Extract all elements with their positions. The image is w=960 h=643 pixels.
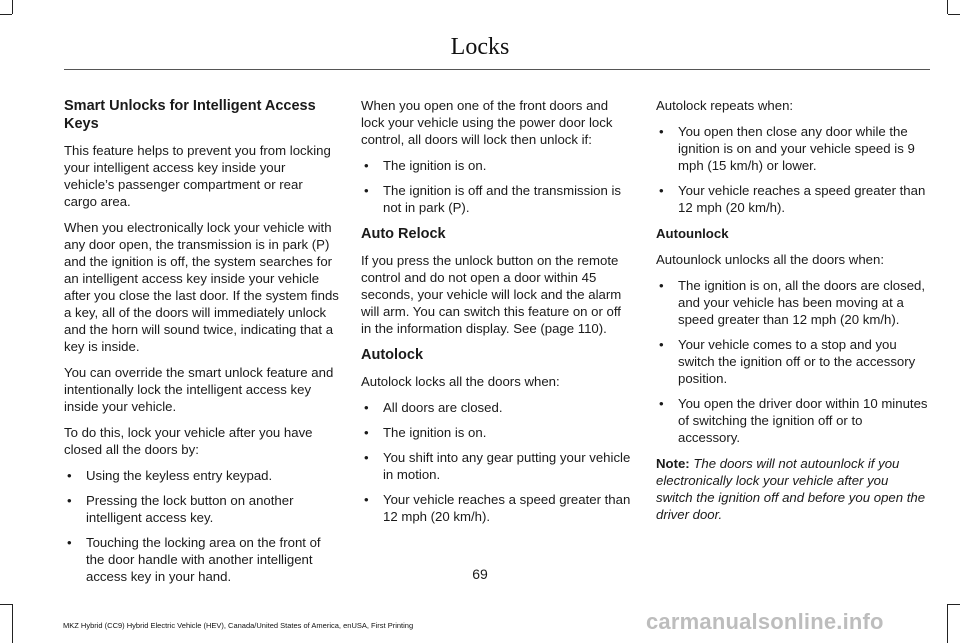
footer-edition-text: MKZ Hybrid (CC9) Hybrid Electric Vehicle (HEV), Canada/United States of America, enUSA, First Printing bbox=[63, 621, 414, 630]
crop-mark-top-left-h bbox=[0, 14, 12, 15]
paragraph: To do this, lock your vehicle after you have closed all the doors by: bbox=[64, 425, 313, 457]
list-item: • Your vehicle reaches a speed greater than 12 mph (20 km/h). bbox=[361, 491, 633, 525]
list-item: • Touching the locking area on the front of the door handle with another intelligent access key in your hand. bbox=[64, 534, 339, 585]
section-heading-autolock: Autolock bbox=[361, 347, 424, 363]
paragraph: Autounlock unlocks all the doors when: bbox=[656, 252, 884, 267]
bullet-list bbox=[361, 157, 633, 216]
page-title: Locks bbox=[450, 34, 510, 60]
crop-mark-top-left bbox=[12, 0, 13, 14]
list-item: • Pressing the lock button on another intelligent access key. bbox=[64, 492, 339, 526]
paragraph: You can override the smart unlock feature and intentionally lock the intelligent access key inside your vehicle. bbox=[64, 365, 334, 414]
list-item: • The ignition is on, all the doors are closed, and your vehicle has been moving at a speed greater than 12 mph (20 km/h). bbox=[656, 277, 928, 328]
section-heading-smart-unlocks: Smart Unlocks for Intelligent Access Keys bbox=[64, 98, 316, 132]
list-item: • Your vehicle comes to a stop and you switch the ignition off or to the accessory position. bbox=[656, 336, 928, 387]
paragraph: When you open one of the front doors and lock your vehicle using the power door lock control, all doors will lock then unlock if: bbox=[361, 98, 613, 147]
section-heading-autounlock: Autounlock bbox=[656, 226, 729, 241]
crop-mark-bottom-right bbox=[947, 604, 948, 643]
section-heading-auto-relock: Auto Relock bbox=[361, 226, 446, 242]
watermark: carmanualsonline.info bbox=[646, 609, 884, 634]
paragraph: If you press the unlock button on the remote control and do not open a door within 45 seconds, your vehicle will lock and the alarm will arm. You can switch this feature on or off in the information display. See (page 110). bbox=[361, 253, 622, 336]
bullet-list bbox=[656, 123, 928, 216]
list-item: • The ignition is on. bbox=[361, 424, 633, 441]
column-1 bbox=[64, 97, 339, 594]
crop-mark-top-right-h bbox=[948, 14, 960, 15]
column-3 bbox=[656, 97, 928, 532]
list-item: • The ignition is on. bbox=[361, 157, 633, 174]
bullet-list bbox=[656, 277, 928, 446]
column-2 bbox=[361, 97, 633, 534]
list-item: • All doors are closed. bbox=[361, 399, 633, 416]
list-item: • You open the driver door within 10 minutes of switching the ignition off or to accessory. bbox=[656, 395, 928, 446]
list-item: • You open then close any door while the ignition is on and your vehicle speed is 9 mph (15 km/h) or lower. bbox=[656, 123, 928, 174]
paragraph: Autolock locks all the doors when: bbox=[361, 374, 560, 389]
crop-mark-bottom-left bbox=[12, 604, 13, 643]
list-item: • Your vehicle reaches a speed greater than 12 mph (20 km/h). bbox=[656, 182, 928, 216]
paragraph: When you electronically lock your vehicle with any door open, the transmission is in park (P) and the ignition is off, the system searches for an intelligent access key inside your vehicle after you close the last door. If the system finds a key, all of the doors will immediately unlock and the horn will sound twice, indicating that a key is inside. bbox=[64, 220, 339, 354]
paragraph: This feature helps to prevent you from locking your intelligent access key inside your vehicle’s passenger compartment or rear cargo area. bbox=[64, 143, 331, 209]
crop-mark-bottom-right-h bbox=[948, 604, 960, 605]
crop-mark-bottom-left-h bbox=[0, 604, 12, 605]
page-number: 69 bbox=[472, 566, 488, 582]
note-text: The doors will not autounlock if you electronically lock your vehicle after you switch the ignition off and before you open the driver door. bbox=[656, 456, 926, 522]
header-divider bbox=[64, 69, 930, 70]
list-item: • The ignition is off and the transmission is not in park (P). bbox=[361, 182, 633, 216]
paragraph: Autolock repeats when: bbox=[656, 98, 794, 113]
note-label: Note: bbox=[656, 456, 690, 471]
list-item: • You shift into any gear putting your vehicle in motion. bbox=[361, 449, 633, 483]
note bbox=[656, 455, 928, 523]
list-item: • Using the keyless entry keypad. bbox=[64, 467, 339, 484]
bullet-list bbox=[361, 399, 633, 525]
crop-mark-top-right bbox=[947, 0, 948, 14]
